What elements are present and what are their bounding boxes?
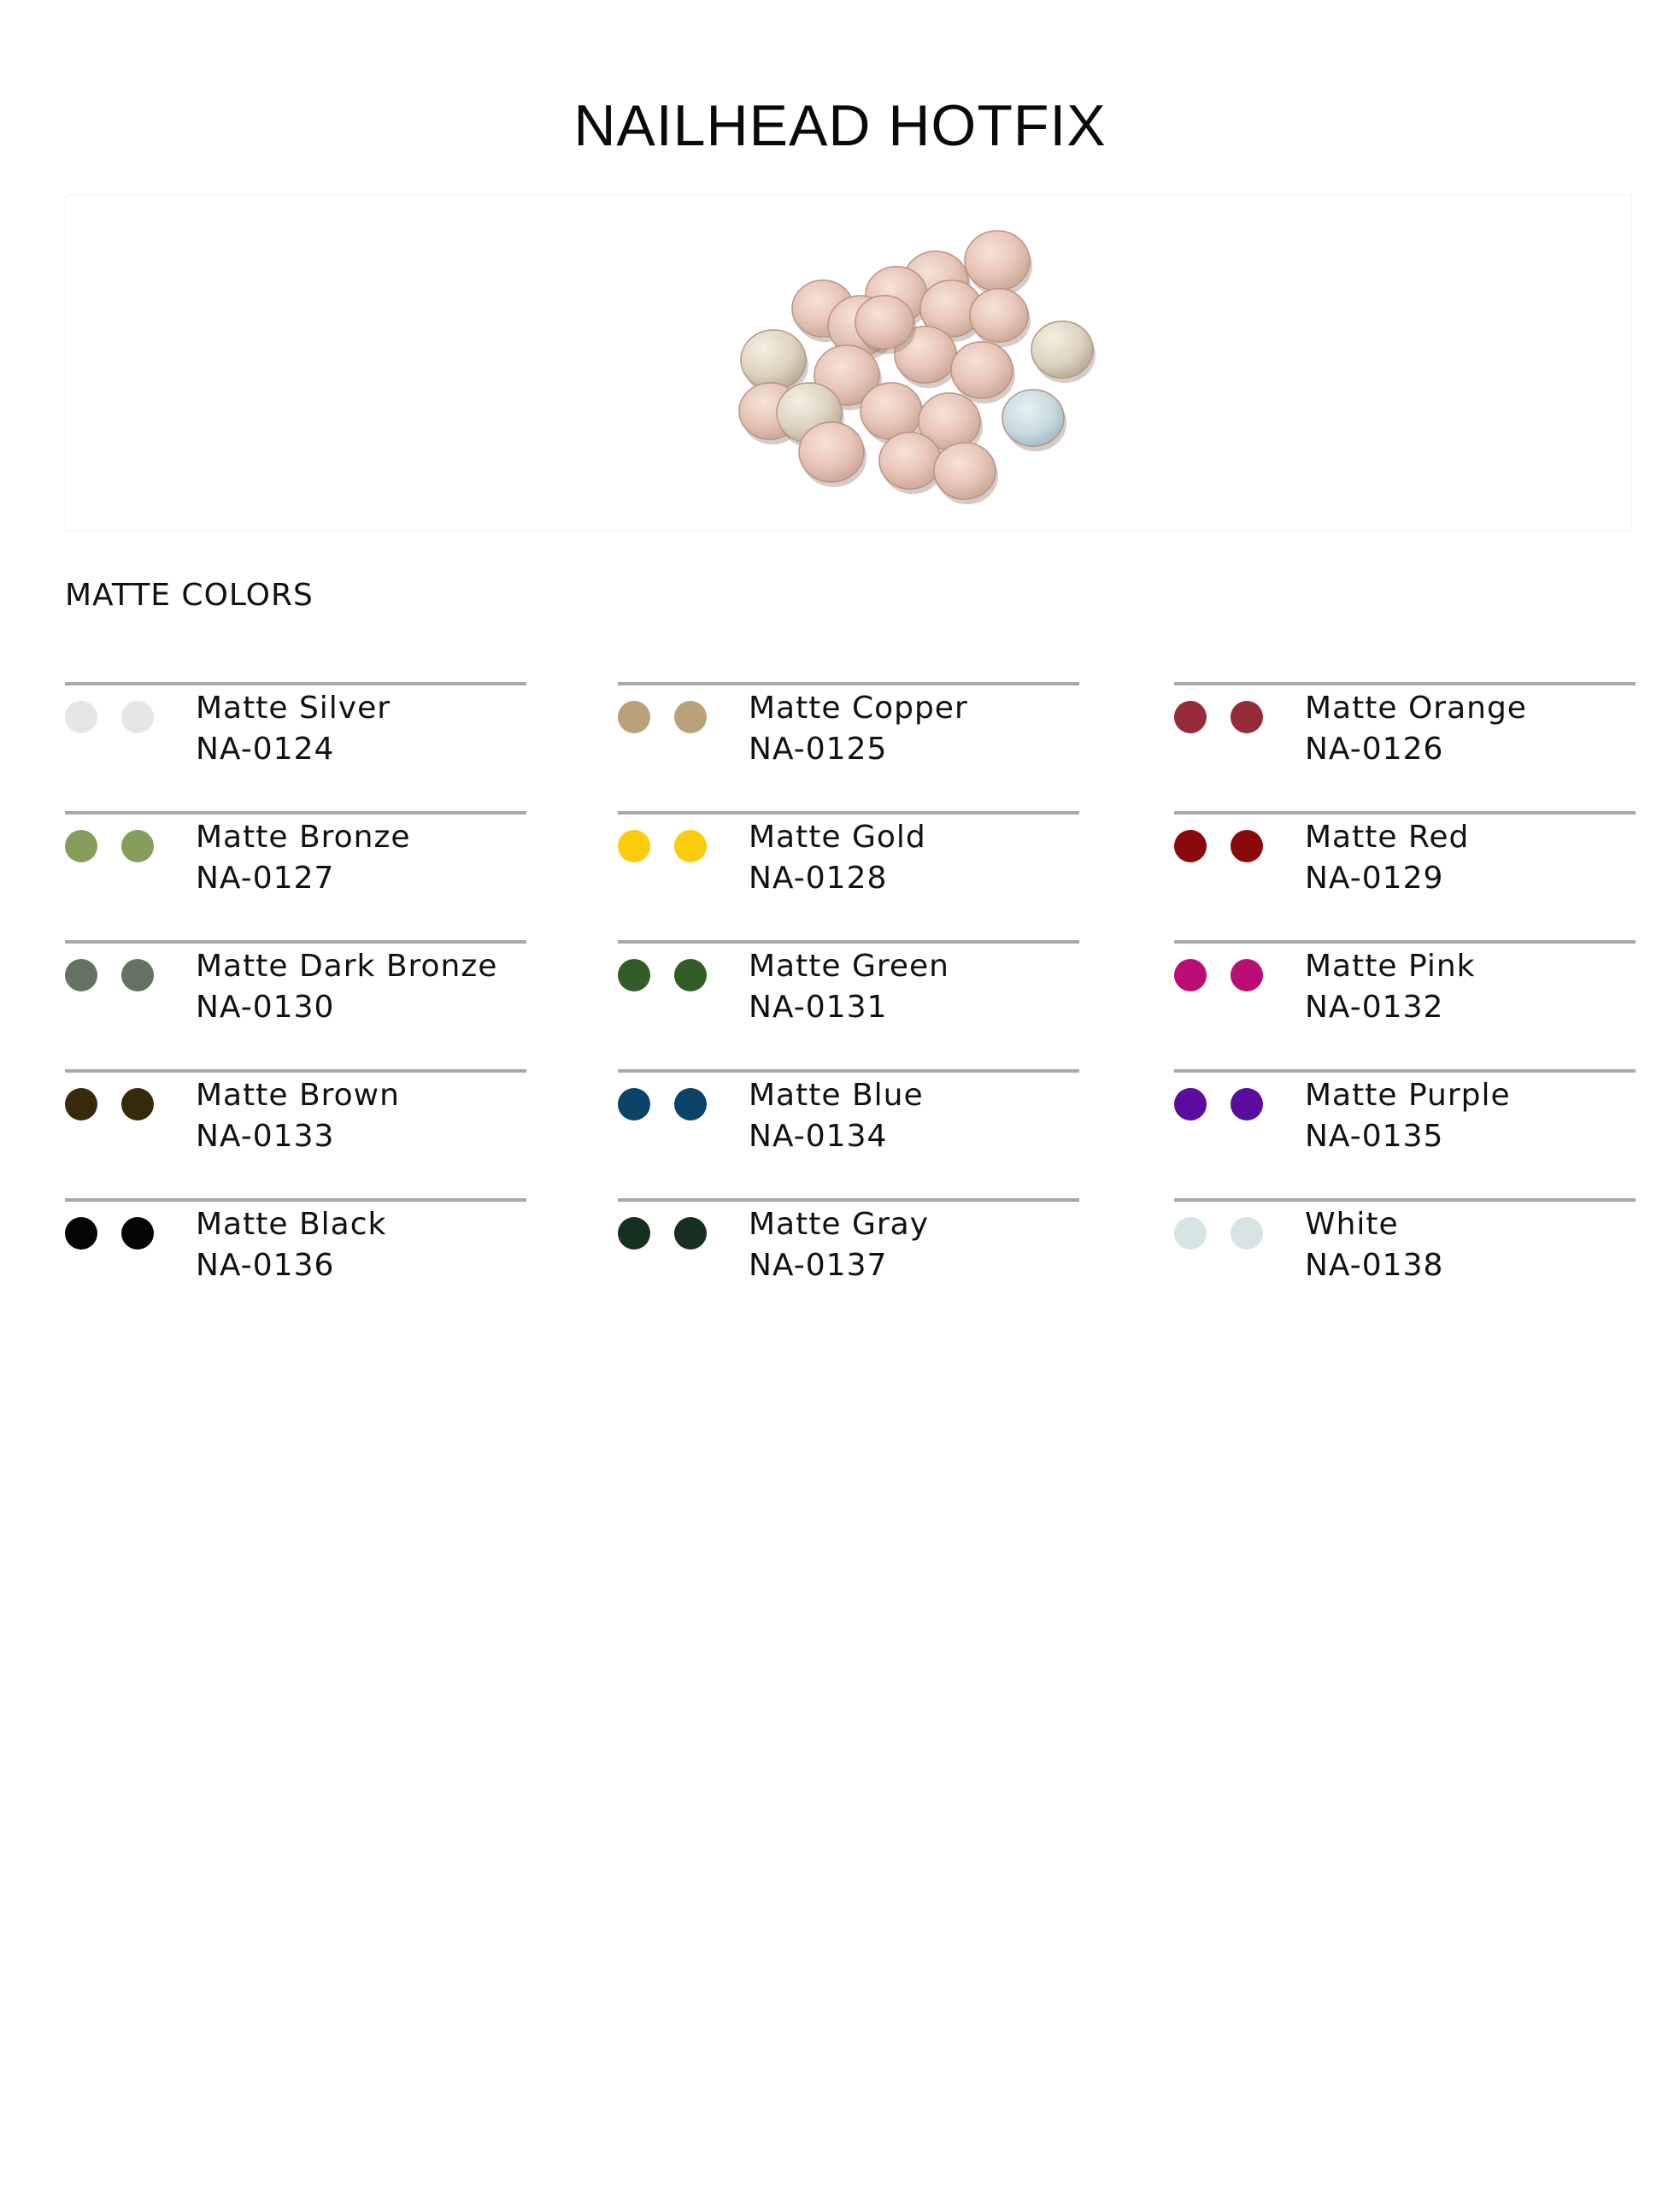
color-item bbox=[618, 1069, 1079, 1163]
color-swatch-icon bbox=[618, 830, 650, 862]
color-name: Matte Pink bbox=[1305, 949, 1476, 984]
color-swatch-icon bbox=[121, 1088, 154, 1120]
color-code: NA-0127 bbox=[196, 861, 335, 896]
section-title: MATTE COLORS bbox=[65, 578, 314, 613]
color-swatch-icon bbox=[1231, 1217, 1263, 1250]
color-swatch-icon bbox=[121, 959, 154, 991]
color-swatch-icon bbox=[65, 701, 97, 733]
color-swatch-icon bbox=[65, 959, 97, 991]
color-name: Matte Brown bbox=[196, 1078, 400, 1113]
color-code: NA-0131 bbox=[749, 990, 888, 1025]
color-name: Matte Dark Bronze bbox=[196, 949, 498, 984]
color-name: Matte Black bbox=[196, 1207, 387, 1242]
color-item bbox=[1174, 1198, 1636, 1292]
color-swatch-icon bbox=[618, 1217, 650, 1250]
color-name: Matte Green bbox=[749, 949, 949, 984]
color-swatch-icon bbox=[65, 830, 97, 862]
color-swatch-icon bbox=[674, 701, 707, 733]
color-item bbox=[65, 811, 526, 905]
color-swatch-icon bbox=[674, 959, 707, 991]
color-name: Matte Gold bbox=[749, 820, 926, 855]
color-code: NA-0124 bbox=[196, 732, 335, 767]
color-swatch-icon bbox=[1174, 1088, 1207, 1120]
color-swatch-icon bbox=[1174, 701, 1207, 733]
color-code: NA-0130 bbox=[196, 990, 335, 1025]
color-swatch-icon bbox=[674, 1217, 707, 1250]
color-code: NA-0129 bbox=[1305, 861, 1444, 896]
color-swatch-icon bbox=[1231, 1088, 1263, 1120]
color-swatch-icon bbox=[674, 830, 707, 862]
color-item bbox=[618, 682, 1079, 776]
color-swatch-icon bbox=[65, 1088, 97, 1120]
color-swatch-icon bbox=[1231, 701, 1263, 733]
color-swatch-icon bbox=[1231, 830, 1263, 862]
color-swatch-icon bbox=[618, 1088, 650, 1120]
color-item bbox=[618, 940, 1079, 1034]
color-name: Matte Silver bbox=[196, 691, 391, 726]
color-code: NA-0137 bbox=[749, 1248, 888, 1283]
color-name: Matte Orange bbox=[1305, 691, 1527, 726]
color-swatch-icon bbox=[121, 1217, 154, 1250]
color-name: White bbox=[1305, 1207, 1399, 1242]
color-name: Matte Red bbox=[1305, 820, 1470, 855]
color-item bbox=[1174, 940, 1636, 1034]
color-item bbox=[1174, 811, 1636, 905]
color-swatch-icon bbox=[674, 1088, 707, 1120]
color-swatch-icon bbox=[121, 701, 154, 733]
color-code: NA-0128 bbox=[749, 861, 888, 896]
color-swatch-icon bbox=[1174, 1217, 1207, 1250]
nailhead-studs-photo-icon bbox=[66, 196, 1633, 532]
color-code: NA-0133 bbox=[196, 1119, 335, 1154]
color-name: Matte Gray bbox=[749, 1207, 930, 1242]
color-item bbox=[1174, 682, 1636, 776]
color-item bbox=[65, 1069, 526, 1163]
color-code: NA-0135 bbox=[1305, 1119, 1444, 1154]
page-title: NAILHEAD HOTFIX bbox=[573, 93, 1107, 158]
color-swatch-icon bbox=[65, 1217, 97, 1250]
color-item bbox=[65, 1198, 526, 1292]
color-swatch-icon bbox=[1174, 830, 1207, 862]
product-image bbox=[65, 195, 1632, 532]
color-swatch-icon bbox=[618, 959, 650, 991]
color-item bbox=[65, 682, 526, 776]
color-swatch-icon bbox=[1231, 959, 1263, 991]
color-item bbox=[65, 940, 526, 1034]
color-item bbox=[618, 1198, 1079, 1292]
color-code: NA-0138 bbox=[1305, 1248, 1444, 1283]
color-swatch-icon bbox=[121, 830, 154, 862]
color-swatch-icon bbox=[618, 701, 650, 733]
color-swatch-icon bbox=[1174, 959, 1207, 991]
color-name: Matte Bronze bbox=[196, 820, 411, 855]
color-name: Matte Purple bbox=[1305, 1078, 1511, 1113]
color-code: NA-0136 bbox=[196, 1248, 335, 1283]
color-code: NA-0134 bbox=[749, 1119, 888, 1154]
color-name: Matte Blue bbox=[749, 1078, 924, 1113]
color-item bbox=[618, 811, 1079, 905]
color-code: NA-0125 bbox=[749, 732, 888, 767]
color-name: Matte Copper bbox=[749, 691, 968, 726]
color-code: NA-0126 bbox=[1305, 732, 1444, 767]
color-item bbox=[1174, 1069, 1636, 1163]
color-code: NA-0132 bbox=[1305, 990, 1444, 1025]
